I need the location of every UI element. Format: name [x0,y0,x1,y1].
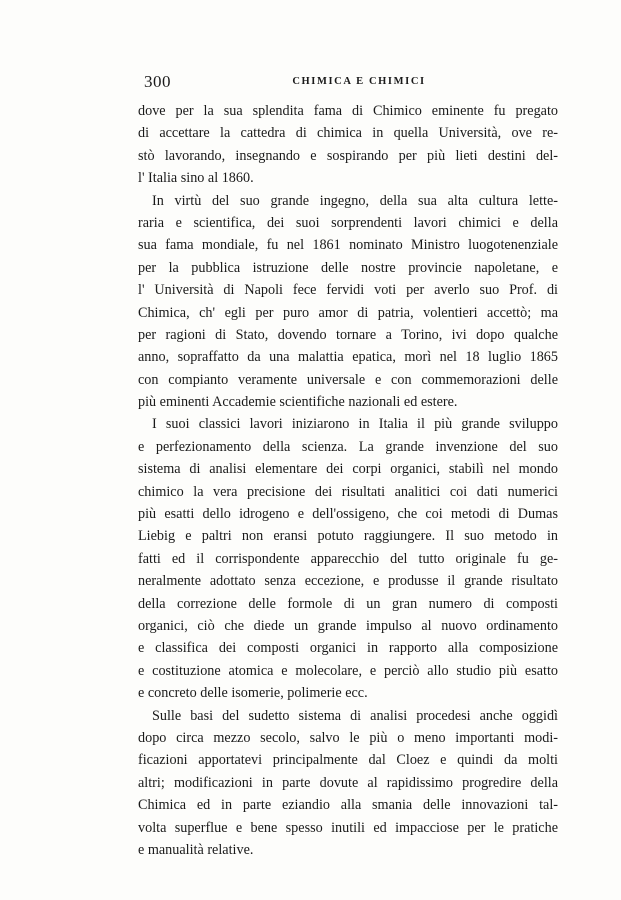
text-line: altri; modificazioni in parte dovute al rapidissimo progredire della [138,774,558,791]
text-line: l' Italia sino al 1860. [138,170,254,187]
text-line: Liebig e paltri non eransi potuto raggiungere. Il suo metodo in [138,528,558,545]
text-line: di accettare la cattedra di chimica in quella Università, ove re- [138,125,558,142]
text-line: Chimica ed in parte eziandio alla smania delle innovazioni tal- [138,797,558,814]
text-line: fatti ed il corrispondente apparecchio del tutto originale fu ge- [138,550,558,567]
text-line: e manualità relative. [138,841,254,858]
text-line: dove per la sua splendita fama di Chimico eminente fu pregato [138,103,558,119]
text-line: Sulle basi del sudetto sistema di analisi procedesi anche oggidì [152,707,558,724]
paragraph-1 [138,100,558,190]
text-line: chimico la vera precisione dei risultati analitici coi dati numerici [138,483,558,500]
text-line: più eminenti Accademie scientifiche nazionali ed estere. [138,394,458,411]
text-line: per ragioni di Stato, dovendo tornare a Torino, ivi dopo qualche [138,326,558,343]
text-line: e perfezionamento della scienza. La grande invenzione del suo [138,438,558,455]
running-head: CHIMICA E CHIMICI [292,76,426,87]
paragraph-4 [138,705,558,862]
text-line: raria e scientifica, dei suoi sorprendenti lavori chimici e della [138,214,558,231]
text-line: Chimica, ch' egli per puro amor di patria, volentieri accettò; ma [138,304,558,321]
text-line: e concreto delle isomerie, polimerie ecc. [138,685,368,702]
text-line: In virtù del suo grande ingegno, della sua alta cultura lette- [152,192,558,209]
text-line: e costituzione atomica e molecolare, e perciò allo studio più esatto [138,662,558,679]
text-line: volta superflue e bene spesso inutili ed impacciose per le pratiche [138,819,558,836]
text-line: stò lavorando, insegnando e sospirando per più lieti destini del- [138,147,558,164]
text-line: dopo circa mezzo secolo, salvo le più o meno importanti modi- [138,729,558,746]
text-line: anno, sopraffatto da una malattia epatica, morì nel 18 luglio 1865 [138,349,558,366]
text-line: e classifica dei composti organici in rapporto alla composizione [138,640,558,657]
text-line: sistema di analisi elementare dei corpi organici, stabilì nel mondo [138,461,558,478]
text-line: organici, ciò che diede un grande impulso al nuovo ordinamento [138,617,558,634]
text-line: sua fama mondiale, fu nel 1861 nominato Ministro luogotenenziale [138,237,558,254]
text-line: per la pubblica istruzione delle nostre provincie napoletane, e [138,259,558,276]
text-line: con compianto veramente universale e con commemorazioni delle [138,371,558,388]
text-line: l' Università di Napoli fece fervidi voti per averlo suo Prof. di [138,282,558,299]
text-line: della correzione delle formole di un gran numero di composti [138,595,558,612]
page-number: 300 [144,72,171,91]
text-line: ficazioni apportatevi principalmente dal Cloez e quindi da molti [138,752,558,769]
paragraph-3 [138,413,558,704]
text-line: I suoi classici lavori iniziarono in Italia il più grande sviluppo [152,416,558,433]
text-line: neralmente adottato senza eccezione, e produsse il grande risultato [138,573,558,590]
text-line: più esatti dello idrogeno e dell'ossigeno, che coi metodi di Dumas [138,506,558,523]
page-header [140,72,558,96]
paragraph-2 [138,190,558,414]
body-text [138,100,558,861]
